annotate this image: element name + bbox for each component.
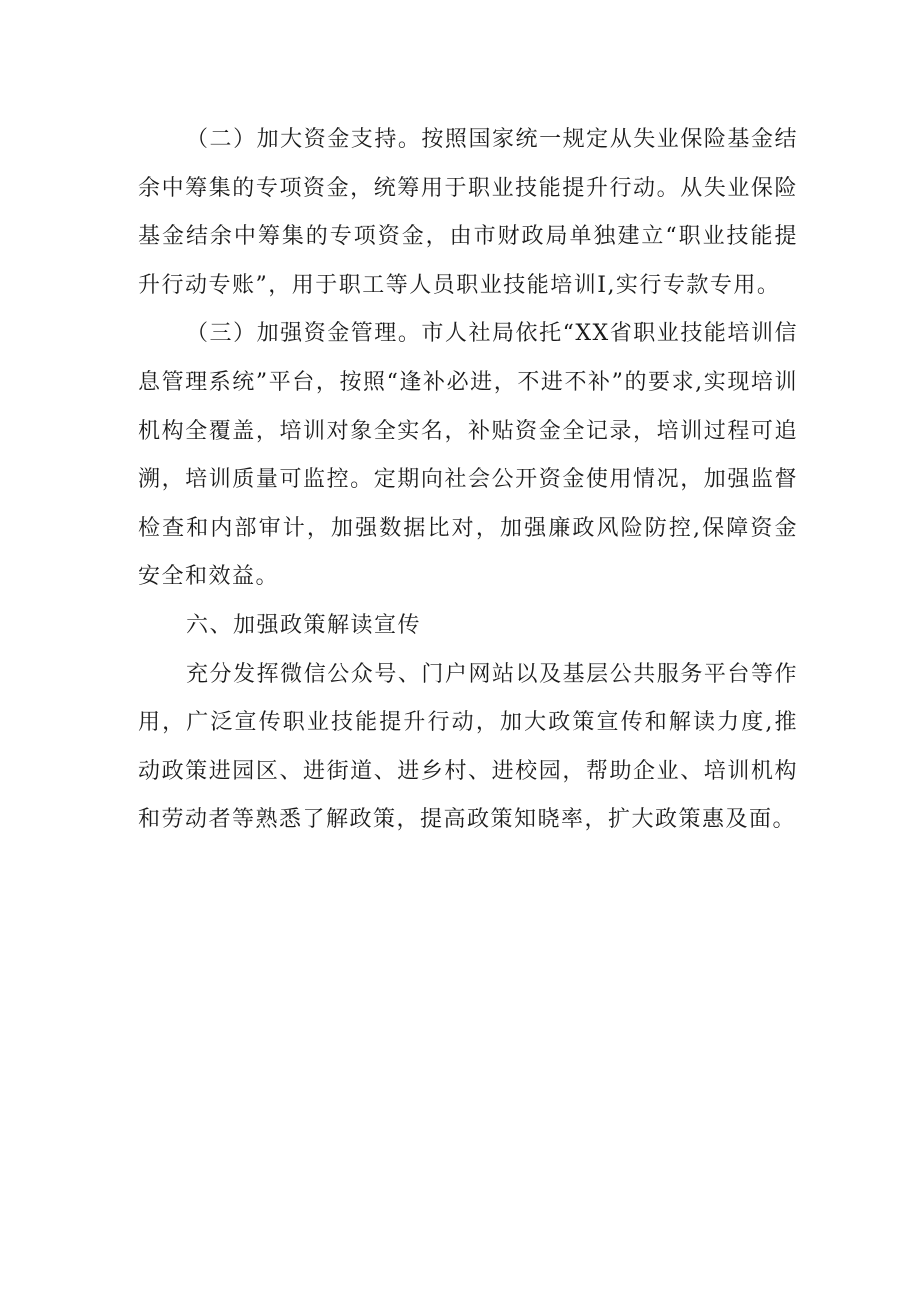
paragraph-fund-support: （二）加大资金支持。按照国家统一规定从失业保险基金结余中筹集的专项资金，统筹用于职业技能提升行动。从失业保险基金结余中筹集的专项资金，由市财政局单独建立“职业技能提升行动专账”，用于职工等人员职业技能培训I,实行专款专用。	[138, 127, 798, 298]
paragraph-publicity: 充分发挥微信公众号、门户网站以及基层公共服务平台等作用，广泛宣传职业技能提升行动，加大政策宣传和解读力度,推动政策进园区、进街道、进乡村、进校园，帮助企业、培训机构和劳动者等熟悉了解政策，提高政策知晓率，扩大政策惠及面。	[138, 661, 798, 833]
section-heading: 六、加强政策解读宣传	[186, 612, 422, 638]
paragraph-fund-management: （三）加强资金管理。市人社局依托“XX省职业技能培训信息管理系统”平台，按照“逢补必进，不进不补”的要求,实现培训机构全覆盖，培训对象全实名，补贴资金全记录，培训过程可追溯，培训质量可监控。定期向社会公开资金使用情况，加强监督检查和内部审计，加强数据比对，加强廉政风险防控,保障资金安全和效益。	[138, 321, 798, 590]
document-body	[138, 116, 798, 845]
